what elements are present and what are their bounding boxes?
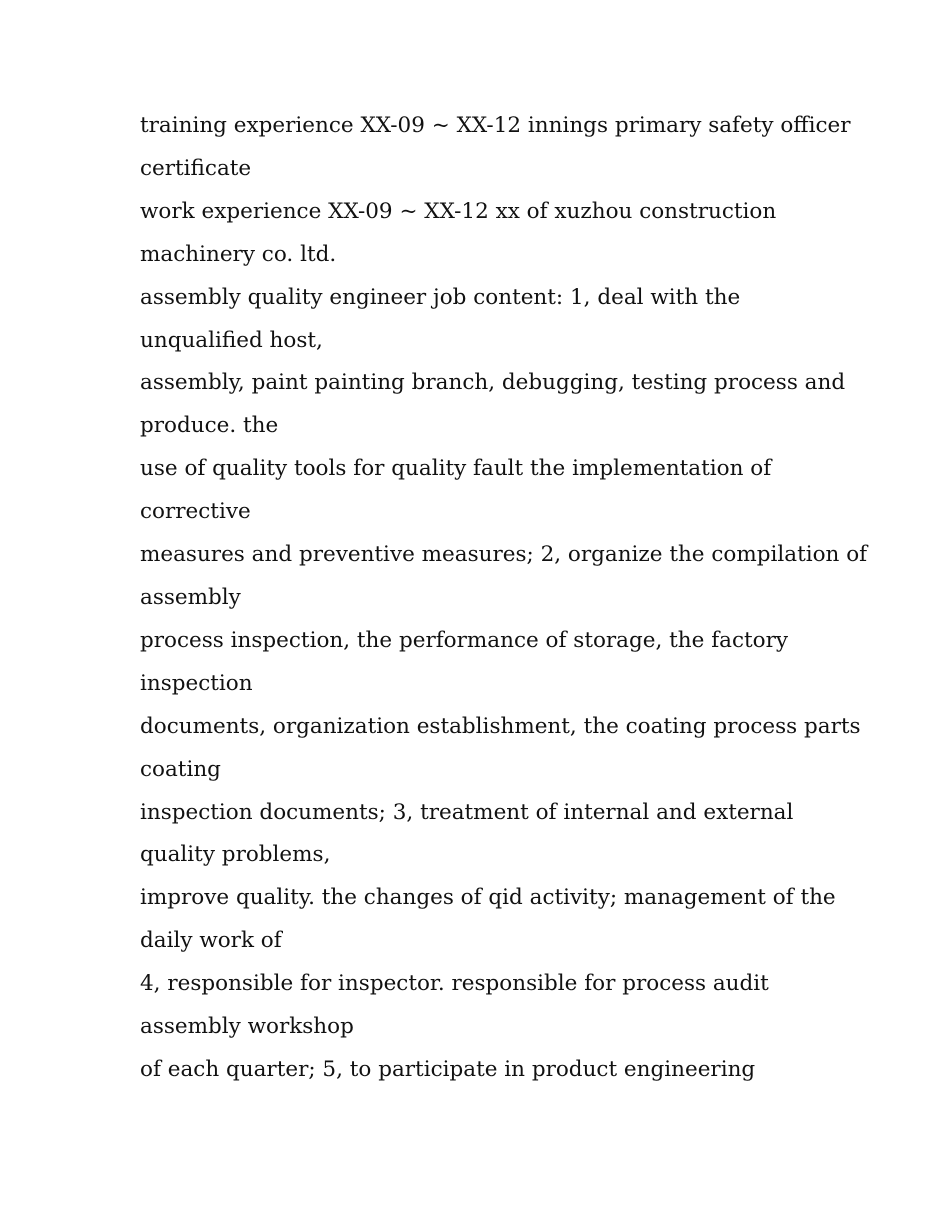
paragraph <box>140 792 830 878</box>
text-line: quality problems, <box>140 842 331 868</box>
text-line: documents, organization establishment, the coating process parts <box>140 713 861 739</box>
paragraph <box>140 277 830 363</box>
text-line: assembly quality engineer job content: 1, deal with the <box>140 284 741 310</box>
paragraph <box>140 706 861 792</box>
text-line: assembly, paint painting branch, debugging, testing process and <box>140 370 846 396</box>
paragraph <box>140 105 851 191</box>
text-line: of each quarter; 5, to participate in product engineering <box>140 1056 756 1082</box>
paragraph <box>140 1049 830 1092</box>
text-line: improve quality. the changes of qid activity; management of the <box>140 885 836 911</box>
paragraph <box>140 620 830 706</box>
text-line: daily work of <box>140 928 282 954</box>
text-line: 4, responsible for inspector. responsible for process audit <box>140 971 769 997</box>
paragraph <box>140 534 868 620</box>
text-line: assembly workshop <box>140 1014 354 1040</box>
text-line: assembly <box>140 584 241 610</box>
text-line: inspection <box>140 670 253 696</box>
text-line: measures and preventive measures; 2, organize the compilation of <box>140 542 868 568</box>
text-line: corrective <box>140 499 251 525</box>
text-line: machinery co. ltd. <box>140 241 337 267</box>
text-line: use of quality tools for quality fault the implementation of <box>140 456 772 482</box>
text-line: work experience XX-09 ~ XX-12 xx of xuzhou construction <box>140 198 777 224</box>
document-body <box>140 105 868 1092</box>
paragraph <box>140 877 836 963</box>
text-line: certificate <box>140 155 252 181</box>
text-line: training experience XX-09 ~ XX-12 innings primary safety officer <box>140 113 851 138</box>
paragraph <box>140 191 830 277</box>
text-line: produce. the <box>140 413 279 439</box>
text-line: coating <box>140 756 221 782</box>
paragraph <box>140 963 830 1049</box>
text-line: process inspection, the performance of storage, the factory <box>140 627 789 653</box>
text-line: inspection documents; 3, treatment of internal and external <box>140 799 794 825</box>
paragraph <box>140 362 846 448</box>
text-line: unqualified host, <box>140 327 323 353</box>
paragraph <box>140 448 830 534</box>
